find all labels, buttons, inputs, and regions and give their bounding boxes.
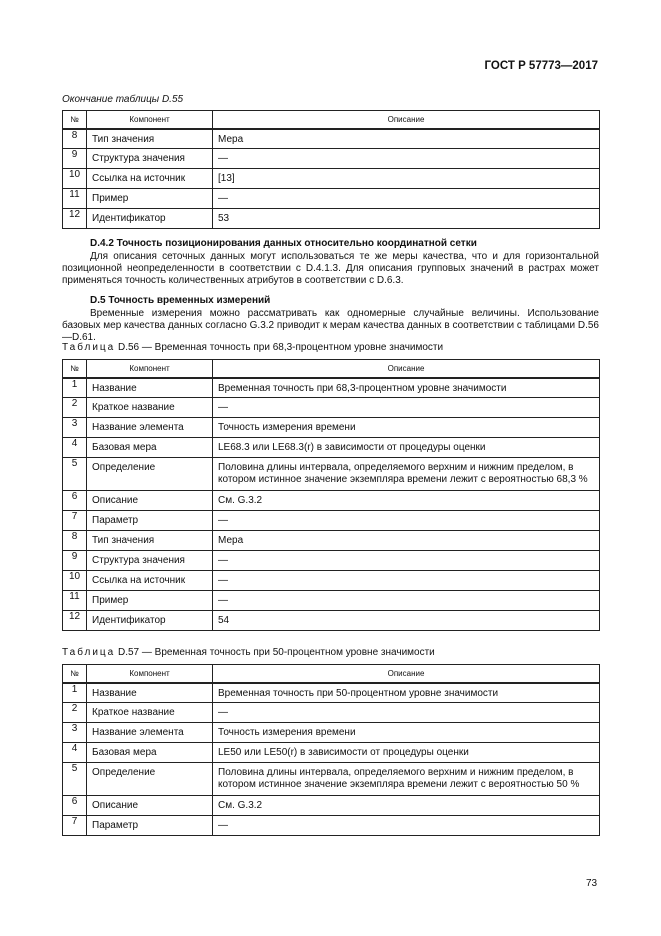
- table-header-row: [63, 360, 600, 378]
- cell-component: Структура значения: [87, 551, 213, 571]
- table-56-caption-label: Таблица: [62, 342, 116, 353]
- cell-component: Базовая мера: [87, 743, 213, 763]
- cell-num: 2: [63, 398, 87, 418]
- table-row: [63, 149, 600, 169]
- table-row: [63, 571, 600, 591]
- cell-description: Половина длины интервала, определяемого верхним и нижним пределом, в котором истинное значение экземпляра времени лежит с вероятностью 50 %: [213, 763, 600, 796]
- table-55: [62, 110, 600, 229]
- table-row: [63, 683, 600, 703]
- table-row: [63, 169, 600, 189]
- table-55-caption: Окончание таблицы D.55: [62, 94, 184, 105]
- cell-description: LE50 или LE50(r) в зависимости от процедуры оценки: [213, 743, 600, 763]
- cell-num: 8: [63, 531, 87, 551]
- cell-component: Определение: [87, 763, 213, 796]
- table-row: [63, 511, 600, 531]
- cell-num: 12: [63, 209, 87, 229]
- table-row: [63, 378, 600, 398]
- cell-num: 9: [63, 551, 87, 571]
- table-row: [63, 531, 600, 551]
- cell-component: Идентификатор: [87, 209, 213, 229]
- table-row: [63, 703, 600, 723]
- table-56: [62, 359, 600, 631]
- cell-component: Название: [87, 378, 213, 398]
- table-row: [63, 458, 600, 491]
- section-d42-title: D.4.2 Точность позиционирования данных относительно координатной сетки: [90, 238, 477, 249]
- table-row: [63, 189, 600, 209]
- column-header-component: Компонент: [87, 111, 213, 129]
- cell-component: Название: [87, 683, 213, 703]
- cell-num: 6: [63, 491, 87, 511]
- cell-description: —: [213, 189, 600, 209]
- cell-description: [13]: [213, 169, 600, 189]
- cell-description: Мера: [213, 129, 600, 149]
- section-d42-body: Для описания сеточных данных могут использоваться те же меры качества, что и для горизонтальной позиционной неопределенности в соответствии с D.4.1.3. Для описания групповых значений в растрах может применяться точность количественных атрибутов в соответствии с D.6.3.: [62, 251, 599, 286]
- column-header-component: Компонент: [87, 665, 213, 683]
- column-header-component: Компонент: [87, 360, 213, 378]
- cell-component: Описание: [87, 796, 213, 816]
- cell-num: 11: [63, 591, 87, 611]
- cell-description: Точность измерения времени: [213, 723, 600, 743]
- column-header-num: №: [63, 360, 87, 378]
- cell-description: Временная точность при 50-процентном уровне значимости: [213, 683, 600, 703]
- cell-num: 11: [63, 189, 87, 209]
- cell-description: —: [213, 398, 600, 418]
- cell-num: 4: [63, 438, 87, 458]
- cell-component: Название элемента: [87, 723, 213, 743]
- cell-component: Тип значения: [87, 531, 213, 551]
- cell-description: —: [213, 703, 600, 723]
- cell-description: См. G.3.2: [213, 491, 600, 511]
- cell-num: 7: [63, 816, 87, 836]
- page-number: 73: [586, 878, 598, 889]
- section-d42-text: [62, 251, 599, 287]
- table-56-caption: [62, 342, 443, 353]
- cell-component: Базовая мера: [87, 438, 213, 458]
- cell-component: Описание: [87, 491, 213, 511]
- column-header-description: Описание: [213, 360, 600, 378]
- cell-description: 54: [213, 611, 600, 631]
- cell-component: Название элемента: [87, 418, 213, 438]
- table-57-caption-text: D.57 — Временная точность при 50-процентном уровне значимости: [118, 647, 435, 658]
- cell-description: 53: [213, 209, 600, 229]
- cell-component: Параметр: [87, 511, 213, 531]
- column-header-description: Описание: [213, 665, 600, 683]
- section-d5-title: D.5 Точность временных измерений: [90, 295, 271, 306]
- cell-component: Тип значения: [87, 129, 213, 149]
- table-row: [63, 418, 600, 438]
- cell-component: Пример: [87, 189, 213, 209]
- column-header-num: №: [63, 111, 87, 129]
- cell-description: LE68.3 или LE68.3(r) в зависимости от процедуры оценки: [213, 438, 600, 458]
- cell-description: Мера: [213, 531, 600, 551]
- cell-num: 3: [63, 418, 87, 438]
- cell-num: 8: [63, 129, 87, 149]
- table-row: [63, 763, 600, 796]
- table-row: [63, 816, 600, 836]
- cell-num: 5: [63, 763, 87, 796]
- cell-num: 6: [63, 796, 87, 816]
- cell-num: 1: [63, 378, 87, 398]
- table-header-row: [63, 665, 600, 683]
- column-header-num: №: [63, 665, 87, 683]
- cell-description: Точность измерения времени: [213, 418, 600, 438]
- cell-description: —: [213, 511, 600, 531]
- table-row: [63, 796, 600, 816]
- table-56-caption-text: D.56 — Временная точность при 68,3-процентном уровне значимости: [118, 342, 444, 353]
- cell-num: 3: [63, 723, 87, 743]
- cell-description: —: [213, 591, 600, 611]
- table-57-caption-label: Таблица: [62, 647, 116, 658]
- table-57: [62, 664, 600, 836]
- column-header-description: Описание: [213, 111, 600, 129]
- cell-num: 12: [63, 611, 87, 631]
- table-row: [63, 723, 600, 743]
- cell-component: Идентификатор: [87, 611, 213, 631]
- cell-component: Структура значения: [87, 149, 213, 169]
- cell-num: 9: [63, 149, 87, 169]
- cell-num: 4: [63, 743, 87, 763]
- cell-component: Определение: [87, 458, 213, 491]
- cell-description: Временная точность при 68,3-процентном уровне значимости: [213, 378, 600, 398]
- table-header-row: [63, 111, 600, 129]
- cell-num: 2: [63, 703, 87, 723]
- table-row: [63, 491, 600, 511]
- table-row: [63, 398, 600, 418]
- table-row: [63, 209, 600, 229]
- cell-num: 10: [63, 169, 87, 189]
- cell-description: —: [213, 816, 600, 836]
- cell-description: См. G.3.2: [213, 796, 600, 816]
- cell-description: Половина длины интервала, определяемого верхним и нижним пределом, в котором истинное значение экземпляра времени лежит с вероятностью 68,3 %: [213, 458, 600, 491]
- cell-num: 7: [63, 511, 87, 531]
- section-d5-text: [62, 308, 599, 344]
- cell-component: Краткое название: [87, 398, 213, 418]
- cell-component: Параметр: [87, 816, 213, 836]
- cell-component: Пример: [87, 591, 213, 611]
- table-row: [63, 611, 600, 631]
- section-d5-body: Временные измерения можно рассматривать как одномерные случайные величины. Использование базовых мер качества данных согласно G.3.2 приводит к мерам качества данных в соответствии с таблицами D.56—D.61.: [62, 308, 599, 343]
- table-row: [63, 591, 600, 611]
- cell-num: 5: [63, 458, 87, 491]
- table-row: [63, 743, 600, 763]
- cell-num: 1: [63, 683, 87, 703]
- cell-description: —: [213, 551, 600, 571]
- cell-component: Ссылка на источник: [87, 571, 213, 591]
- table-row: [63, 129, 600, 149]
- cell-description: —: [213, 571, 600, 591]
- cell-description: —: [213, 149, 600, 169]
- document-id: ГОСТ Р 57773—2017: [484, 60, 598, 72]
- cell-component: Краткое название: [87, 703, 213, 723]
- cell-component: Ссылка на источник: [87, 169, 213, 189]
- table-row: [63, 438, 600, 458]
- table-57-caption: [62, 647, 435, 658]
- cell-num: 10: [63, 571, 87, 591]
- table-row: [63, 551, 600, 571]
